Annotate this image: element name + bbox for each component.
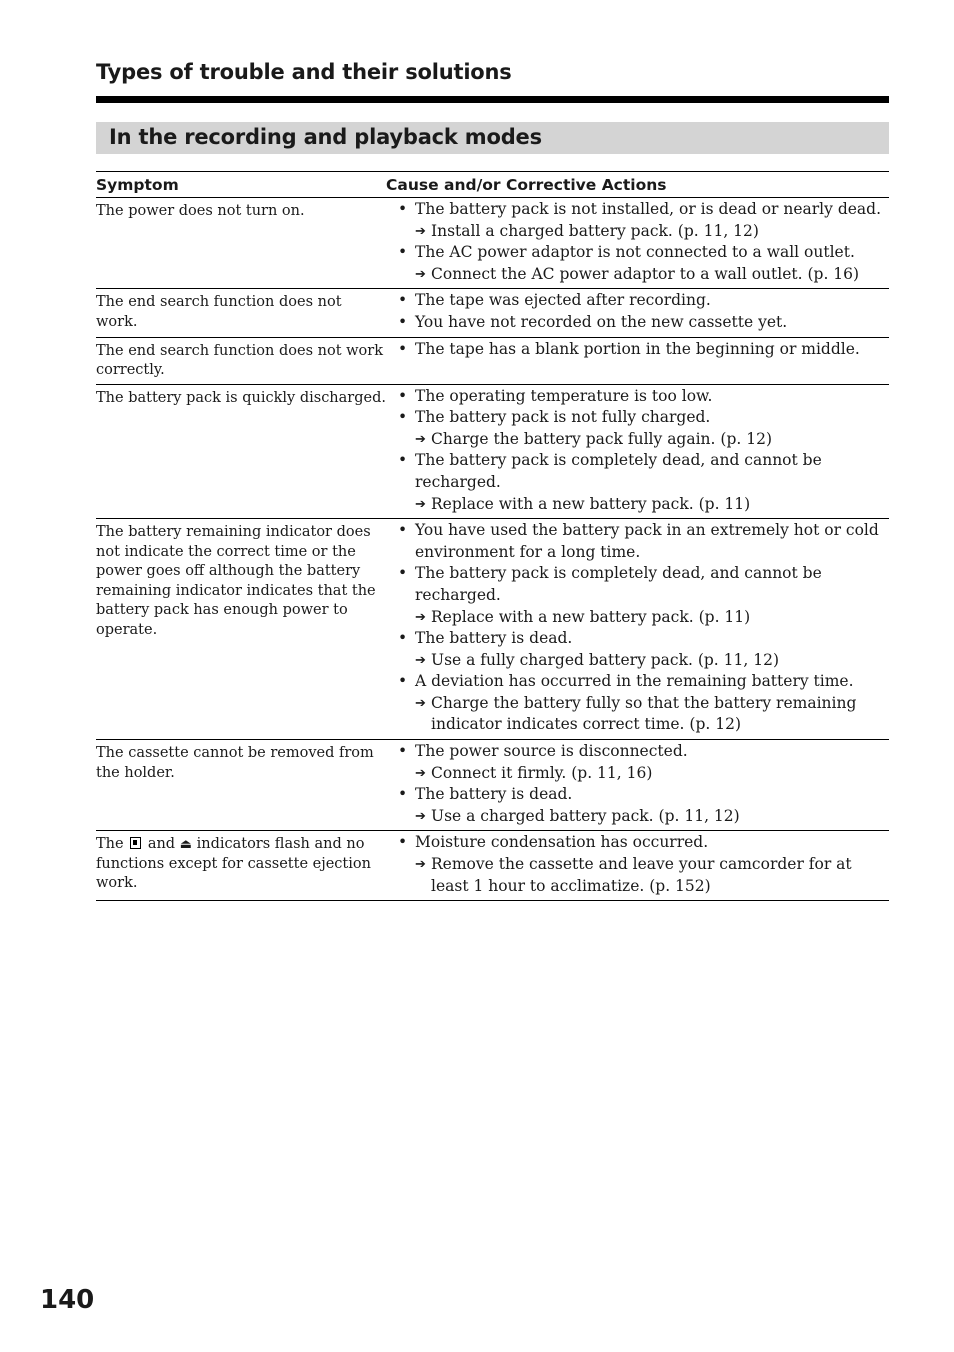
corrective-action	[386, 763, 889, 785]
bullet-icon: •	[398, 672, 408, 691]
cause-item	[386, 563, 889, 606]
cause-cell	[386, 385, 889, 516]
cause-cell	[386, 740, 889, 827]
symptom-cell: The cassette cannot be removed from the holder.	[96, 745, 374, 781]
action-text: Use a charged battery pack. (p. 11, 12)	[431, 806, 740, 825]
arrow-icon: ➔	[415, 431, 426, 447]
corrective-action	[386, 607, 889, 629]
arrow-icon: ➔	[415, 609, 426, 625]
bullet-icon: •	[398, 521, 408, 540]
cause-item	[386, 784, 889, 806]
cause-item	[386, 199, 889, 221]
cause-item	[386, 407, 889, 429]
arrow-icon: ➔	[415, 266, 426, 282]
table-row	[96, 831, 889, 900]
table-row	[96, 289, 889, 337]
cause-text: The battery is dead.	[415, 785, 573, 804]
cause-cell	[386, 289, 889, 333]
arrow-icon: ➔	[415, 496, 426, 512]
table-row	[96, 385, 889, 520]
bullet-icon: •	[398, 339, 408, 358]
cause-item	[386, 312, 889, 334]
cause-text: The battery pack is completely dead, and cannot be recharged.	[415, 451, 822, 491]
action-text: Install a charged battery pack. (p. 11, 12)	[431, 221, 759, 240]
cause-text: You have not recorded on the new cassette yet.	[415, 312, 788, 331]
section-title: Types of trouble and their solutions	[96, 60, 512, 84]
corrective-action	[386, 806, 889, 828]
corrective-action	[386, 693, 889, 736]
cause-text: The AC power adaptor is not connected to a wall outlet.	[415, 243, 855, 262]
arrow-icon: ➔	[415, 652, 426, 668]
corrective-action	[386, 650, 889, 672]
bullet-icon: •	[398, 243, 408, 262]
table-header	[96, 172, 889, 198]
symptom-cell: The end search function does not work correctly.	[96, 342, 383, 379]
cause-text: The battery pack is completely dead, and cannot be recharged.	[415, 564, 822, 604]
symptom-text: and	[147, 836, 176, 853]
table-body	[96, 198, 889, 900]
bullet-icon: •	[398, 564, 408, 583]
corrective-action	[386, 494, 889, 516]
bullet-icon: •	[398, 312, 408, 331]
action-text: Connect it firmly. (p. 11, 16)	[431, 763, 653, 782]
cause-cell	[386, 831, 889, 897]
cause-item	[386, 520, 889, 563]
action-text: Charge the battery pack fully again. (p. 12)	[431, 429, 772, 448]
cause-item	[386, 628, 889, 650]
table-row	[96, 519, 889, 740]
cause-cell	[386, 519, 889, 736]
cause-cell	[386, 338, 889, 381]
action-text: Remove the cassette and leave your camcorder for at least 1 hour to acclimatize. (p. 152)	[431, 855, 852, 895]
column-header-cause: Cause and/or Corrective Actions	[386, 175, 667, 194]
arrow-icon: ➔	[415, 808, 426, 824]
cause-item	[386, 741, 889, 763]
corrective-action	[386, 221, 889, 243]
action-text: Use a fully charged battery pack. (p. 11, 12)	[431, 650, 780, 669]
cause-text: Moisture condensation has occurred.	[415, 833, 709, 852]
section-divider	[96, 96, 889, 103]
eject-icon: ⏏	[179, 837, 192, 853]
cause-item	[386, 386, 889, 408]
bullet-icon: •	[398, 629, 408, 648]
corrective-action	[386, 264, 889, 286]
table-row	[96, 198, 889, 289]
corrective-action	[386, 854, 889, 897]
cause-text: The battery pack is not installed, or is dead or nearly dead.	[415, 200, 881, 218]
action-text: Connect the AC power adaptor to a wall outlet. (p. 16)	[431, 264, 860, 283]
cause-item	[386, 290, 889, 312]
cause-text: You have used the battery pack in an extremely hot or cold environment for a long time.	[415, 521, 879, 561]
symptom-cell: The battery remaining indicator does not indicate the correct time or the power goes off although the battery remaining indicator indicates that the battery pack has enough power to operate.	[96, 524, 376, 638]
bullet-icon: •	[398, 200, 408, 218]
column-header-symptom: Symptom	[96, 175, 179, 194]
arrow-icon: ➔	[415, 695, 426, 711]
bullet-icon: •	[398, 451, 408, 470]
cause-item	[386, 242, 889, 264]
table-row	[96, 338, 889, 385]
bullet-icon: •	[398, 742, 408, 761]
bullet-icon: •	[398, 785, 408, 804]
bullet-icon: •	[398, 386, 408, 405]
action-text: Replace with a new battery pack. (p. 11)	[431, 607, 751, 626]
cause-item	[386, 832, 889, 854]
cause-text: The power source is disconnected.	[415, 742, 688, 761]
cause-item	[386, 339, 889, 361]
action-text: Replace with a new battery pack. (p. 11)	[431, 494, 751, 513]
symptom-text: indicators flash and no functions except for cassette ejection work.	[96, 836, 371, 892]
bullet-icon: •	[398, 291, 408, 310]
arrow-icon: ➔	[415, 765, 426, 781]
bullet-icon: •	[398, 408, 408, 427]
symptom-text: The	[96, 836, 124, 853]
troubleshooting-table	[96, 171, 889, 901]
moisture-indicator-icon	[130, 837, 141, 849]
symptom-cell	[96, 831, 386, 897]
cause-text: The battery is dead.	[415, 629, 573, 648]
cause-text: The tape has a blank portion in the beginning or middle.	[415, 339, 860, 358]
symptom-cell: The power does not turn on.	[96, 203, 305, 219]
arrow-icon: ➔	[415, 223, 426, 239]
action-text: Charge the battery fully so that the battery remaining indicator indicates correct time. (p. 12)	[431, 693, 857, 734]
cause-text: The tape was ejected after recording.	[415, 291, 711, 310]
symptom-cell: The end search function does not work.	[96, 294, 342, 330]
symptom-cell: The battery pack is quickly discharged.	[96, 389, 386, 406]
cause-text: The battery pack is not fully charged.	[415, 408, 711, 427]
arrow-icon: ➔	[415, 857, 426, 873]
page-number: 140	[40, 1285, 95, 1315]
cause-cell	[386, 198, 889, 285]
table-row	[96, 740, 889, 831]
cause-text: The operating temperature is too low.	[415, 386, 713, 405]
cause-item	[386, 450, 889, 493]
corrective-action	[386, 429, 889, 451]
subsection-header	[96, 122, 889, 154]
cause-text: A deviation has occurred in the remaining battery time.	[415, 672, 854, 691]
subsection-title: In the recording and playback modes	[109, 125, 542, 149]
bullet-icon: •	[398, 833, 408, 852]
cause-item	[386, 671, 889, 693]
